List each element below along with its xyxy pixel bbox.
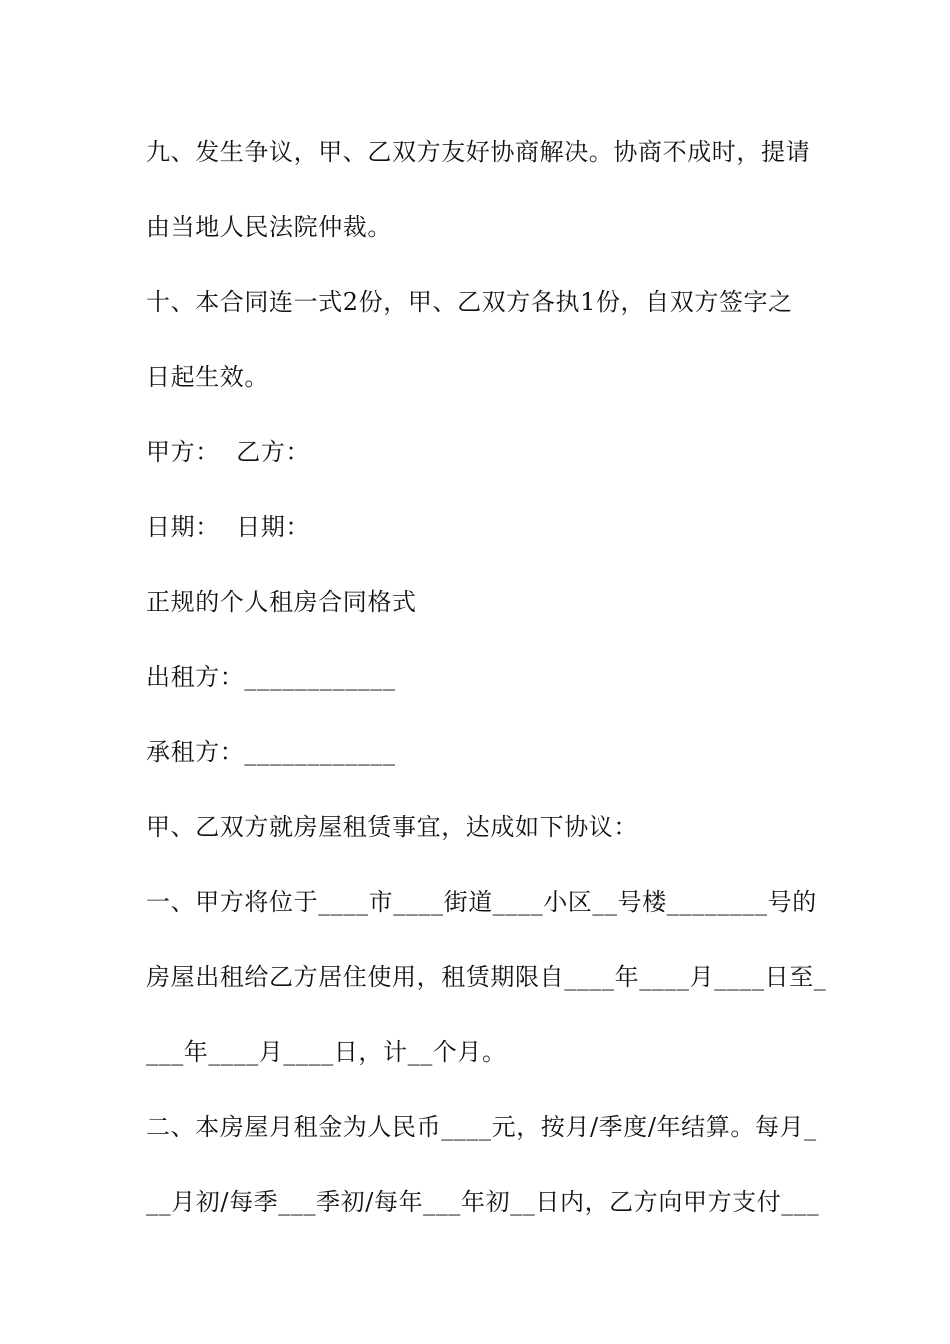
clause-1-line-2: 房屋出租给乙方居住使用，租赁期限自____年____月____日至_: [146, 963, 827, 991]
clause-9-line-1: 九、发生争议，甲、乙双方友好协商解决。协商不成时，提请: [146, 138, 811, 166]
clause-2-line-1: 二、本房屋月租金为人民币____元，按月/季度/年结算。每月_: [146, 1113, 817, 1141]
clause-9-line-2: 由当地人民法院仲裁。: [146, 213, 392, 241]
clause-1-line-3: ___年____月____日，计__个月。: [146, 1038, 507, 1066]
signature-parties: 甲方： 乙方：: [146, 438, 311, 466]
clause-10-line-2: 日起生效。: [146, 363, 269, 391]
clause-1-line-1: 一、甲方将位于____市____街道____小区__号楼________号的: [146, 888, 817, 916]
contract-title: 正规的个人租房合同格式: [146, 588, 417, 616]
lessor-field: 出租方：____________: [146, 663, 396, 691]
clause-10-line-1: 十、本合同连一式2份，甲、乙双方各执1份，自双方签字之: [146, 288, 793, 316]
clause-2-line-2: __月初/每季___季初/每年___年初__日内，乙方向甲方支付___: [146, 1188, 820, 1216]
lessee-field: 承租方：____________: [146, 738, 396, 766]
agreement-intro: 甲、乙双方就房屋租赁事宜，达成如下协议：: [146, 813, 638, 841]
signature-dates: 日期： 日期：: [146, 513, 311, 541]
